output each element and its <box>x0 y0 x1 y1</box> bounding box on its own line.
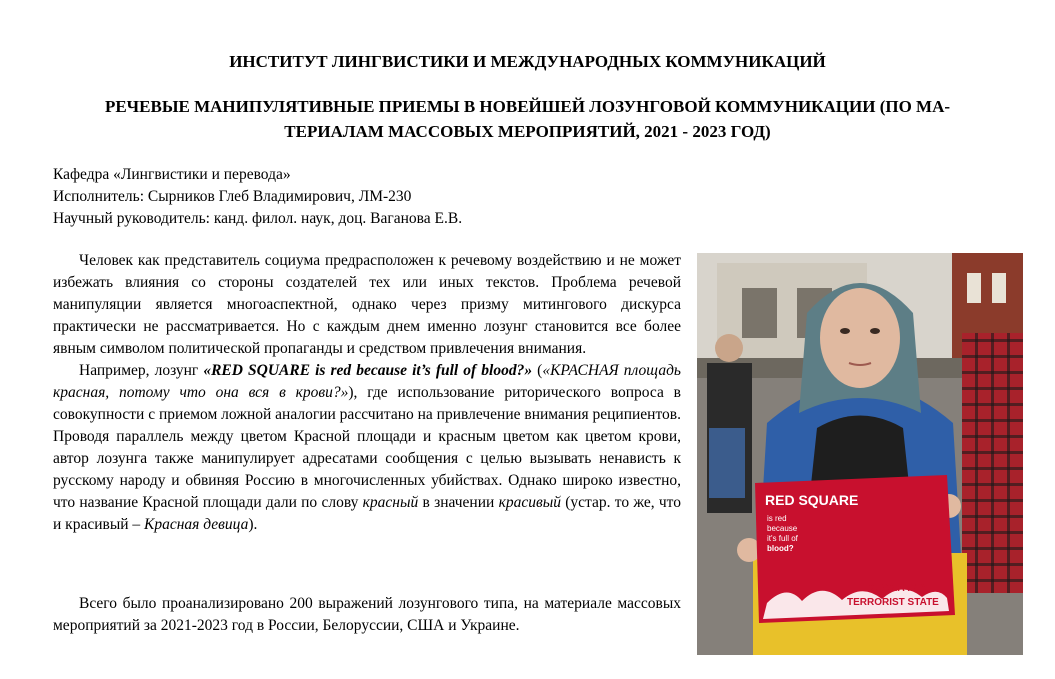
supervisor-line: Научный руководитель: канд. филол. наук, доц. Ваганова Е.В. <box>53 210 463 227</box>
p2-note: (устар. то же, что и красивый – <box>53 494 681 533</box>
slogan-quote: «RED SQUARE is red because it’s full of blood?» <box>203 362 533 379</box>
author-line: Исполнитель: Сырников Глеб Владимирович, ЛМ-230 <box>53 188 412 205</box>
paper-title-line-1: РЕЧЕВЫЕ МАНИПУЛЯТИВНЫЕ ПРИЕМЫ В НОВЕЙШЕЙ ЛОЗУНГОВОЙ КОММУНИКАЦИИ (ПО МА- <box>104 97 951 116</box>
p2-mid: в значении <box>418 494 499 511</box>
department-line: Кафедра «Лингвистики и перевода» <box>53 166 291 183</box>
paragraph-1: Человек как представитель социума предрасположен к речевому воздействию и не может избежать влияния со стороны создателей тех или иных текстов. Проблема речевой манипуляции является многоаспектной, однако через призму митингового дискурса практически не рассматривается. Но с каждым днем именно лозунг становится все более явным символом политической пропаганды и средством привлечения внимания. <box>53 252 681 357</box>
protest-photo <box>697 253 1023 655</box>
sign-line-1: is red <box>767 514 787 523</box>
sign-line-4: blood? <box>767 544 794 553</box>
paragraph-2 <box>53 360 681 536</box>
sign-line-2: because <box>767 524 798 533</box>
p2-lead: Например, лозунг <box>79 362 204 379</box>
paper-title-line-2: ТЕРИАЛАМ МАССОВЫХ МЕРОПРИЯТИЙ, 2021 - 2023 ГОД) <box>284 122 771 141</box>
sign-footer-1: RUSSIA IS A <box>867 583 927 594</box>
sign-headline: RED SQUARE <box>765 492 859 508</box>
paper-title <box>40 94 1015 144</box>
sign-line-3: it's full of <box>767 534 798 543</box>
p2-text: ), где использование риторического вопроса в совокупности с приемом ложной аналогии рассчитано на привлечение внимания реципиентов. Проводя параллель между цветом Красной площади и красным цветом как цветом крови, автор лозунга также манипулирует адресатами сообщения с целью вызывать ненависть к русскому народу и обвиняя Россию в многочисленных убийствах. Однако широко известно, что название Красной площади дали по слову <box>53 384 681 511</box>
p2-close: ). <box>248 516 258 533</box>
word-krasivy: красивый <box>498 494 561 511</box>
author-info <box>53 164 462 230</box>
institute-title: ИНСТИТУТ ЛИНГВИСТИКИ И МЕЖДУНАРОДНЫХ КОММУНИКАЦИЙ <box>229 52 826 71</box>
word-krasny: красный <box>362 494 419 511</box>
p2-open: ( <box>532 362 543 379</box>
conclusion-body <box>53 593 681 637</box>
paragraph-3: Всего было проанализировано 200 выражений лозунгового типа, на материале массовых мероприятий за 2021-2023 год в России, Белоруссии, США и Украине. <box>53 595 681 634</box>
example-phrase: Красная девица <box>144 516 249 533</box>
abstract-body <box>53 250 681 536</box>
sign-footer-2: TERRORIST STATE <box>847 597 939 608</box>
slogan-translation: «КРАСНАЯ площадь красная, потому что она вся в крови?» <box>53 362 681 401</box>
protest-photo-illustration <box>697 253 1023 655</box>
